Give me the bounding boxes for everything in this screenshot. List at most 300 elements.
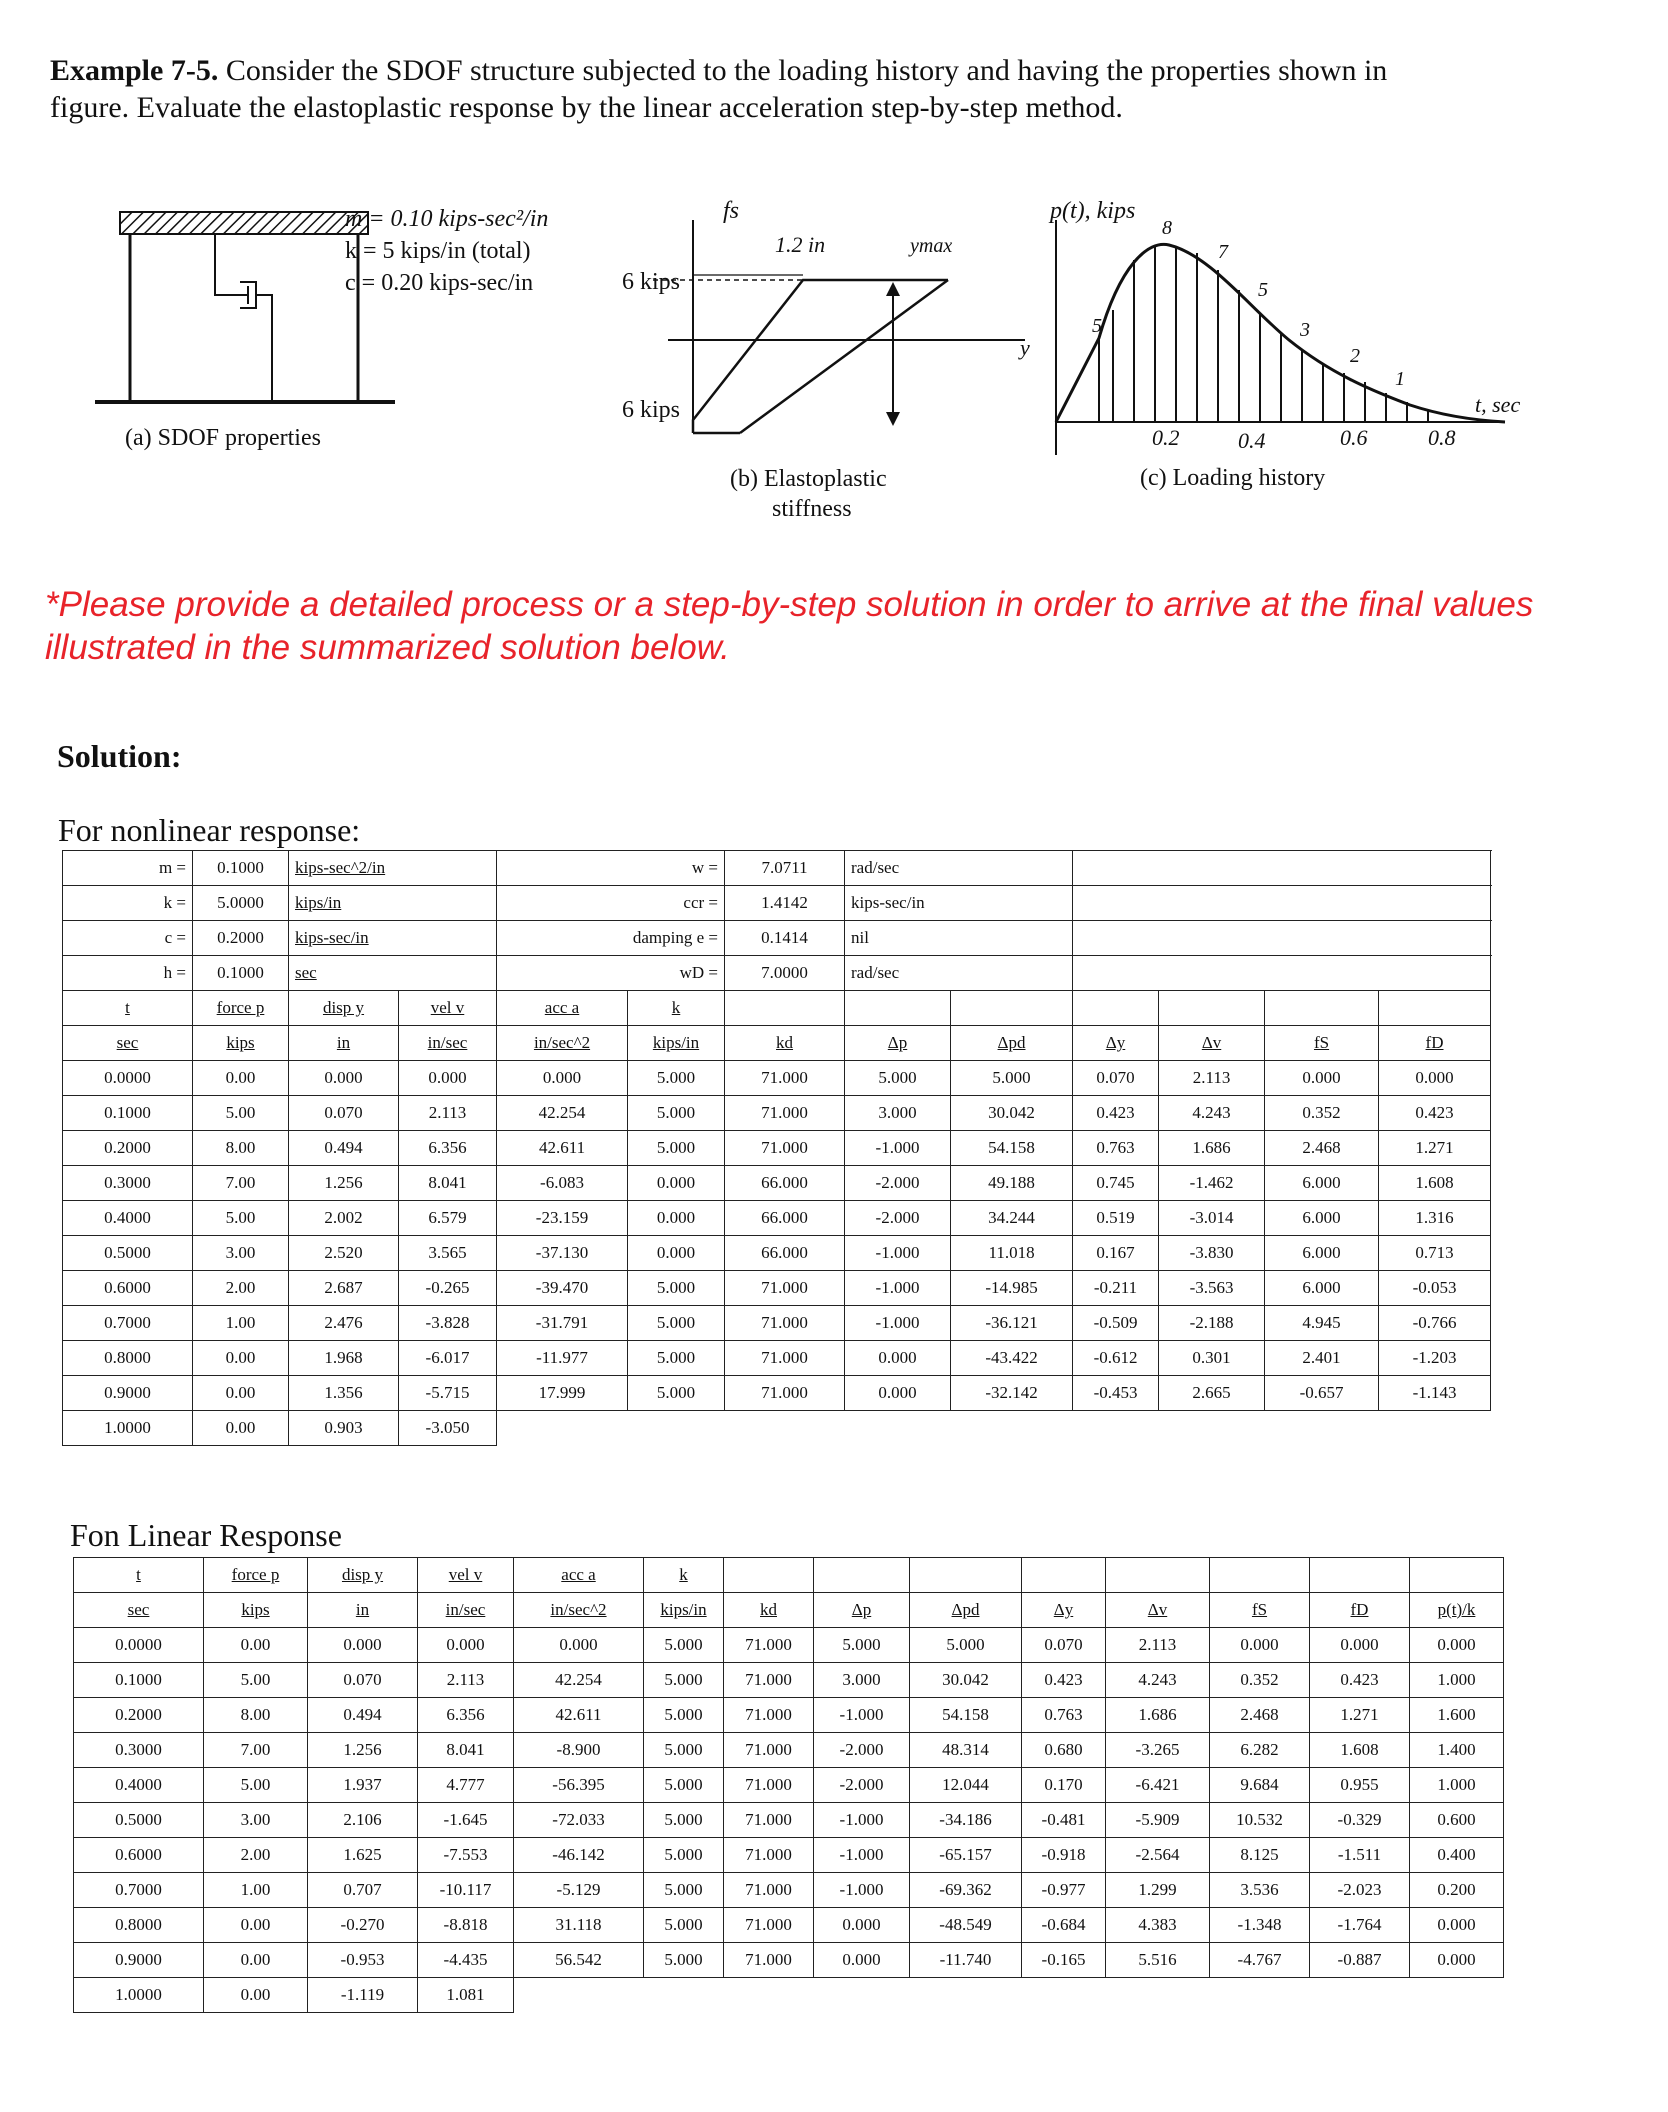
- column-header: k: [644, 1558, 724, 1593]
- unit-header: fD: [1379, 1026, 1491, 1061]
- table-row: [74, 1628, 1504, 1663]
- table-cell: 8.125: [1210, 1838, 1310, 1873]
- caption-c: (c) Loading history: [1140, 465, 1326, 491]
- table-cell: -56.395: [514, 1768, 644, 1803]
- linear-body: [74, 1558, 1504, 2013]
- param-value: 5.0000: [193, 886, 289, 921]
- table-cell: -10.117: [418, 1873, 514, 1908]
- table-cell: 0.00: [193, 1341, 289, 1376]
- table-cell: 0.000: [308, 1628, 418, 1663]
- y-label: y: [1020, 335, 1030, 360]
- table-cell: -37.130: [497, 1236, 628, 1271]
- param-unit-2: rad/sec: [845, 851, 1073, 886]
- table-cell: 0.000: [628, 1236, 725, 1271]
- param-value-2: 1.4142: [725, 886, 845, 921]
- table-cell: -0.265: [399, 1271, 497, 1306]
- table-cell: -2.000: [814, 1733, 910, 1768]
- table-cell: 9.684: [1210, 1768, 1310, 1803]
- table-cell-empty: [1265, 1411, 1379, 1446]
- table-cell: 0.763: [1073, 1131, 1159, 1166]
- table-cell: 0.000: [1410, 1943, 1504, 1978]
- table-cell: -1.000: [845, 1306, 951, 1341]
- column-header-empty: [845, 991, 951, 1026]
- p-label: p(t), kips: [1050, 198, 1136, 224]
- table-cell: -1.000: [814, 1803, 910, 1838]
- table-cell: 1.968: [289, 1341, 399, 1376]
- table-row: [74, 1873, 1504, 1908]
- damping-label: c = 0.20 kips-sec/in: [345, 270, 534, 296]
- table-cell: 0.0000: [63, 1061, 193, 1096]
- table-cell: -2.000: [845, 1166, 951, 1201]
- table-cell: 66.000: [725, 1166, 845, 1201]
- table-cell: 42.254: [497, 1096, 628, 1131]
- table-cell: 4.777: [418, 1768, 514, 1803]
- unit-header: kd: [724, 1593, 814, 1628]
- table-cell: 17.999: [497, 1376, 628, 1411]
- table-cell: 0.200: [1410, 1873, 1504, 1908]
- table-cell: -1.511: [1310, 1838, 1410, 1873]
- table-cell: -0.657: [1265, 1376, 1379, 1411]
- top-kips-label: 6 kips: [622, 269, 681, 295]
- point-3: 3: [1300, 319, 1310, 341]
- fs-label: fs: [723, 198, 740, 224]
- unloading-branch: [740, 280, 948, 433]
- table-cell: 1.608: [1310, 1733, 1410, 1768]
- table-row: [63, 1096, 1491, 1131]
- table-cell: 1.000: [1410, 1768, 1504, 1803]
- mass-hatch: [120, 212, 368, 234]
- table-cell: -1.000: [845, 1236, 951, 1271]
- param-unit-2: kips-sec/in: [845, 886, 1073, 921]
- table-cell: 71.000: [724, 1908, 814, 1943]
- table-cell: 5.000: [644, 1838, 724, 1873]
- table-cell: -1.348: [1210, 1908, 1310, 1943]
- table-cell: 0.423: [1022, 1663, 1106, 1698]
- table-row: [63, 1236, 1491, 1271]
- table-cell: 1.0000: [63, 1411, 193, 1446]
- table-cell: -1.462: [1159, 1166, 1265, 1201]
- table-cell: -0.270: [308, 1908, 418, 1943]
- table-cell: 0.680: [1022, 1733, 1106, 1768]
- bottom-kips-label: 6 kips: [622, 397, 681, 423]
- table-cell: 3.565: [399, 1236, 497, 1271]
- unit-header: fS: [1265, 1026, 1379, 1061]
- param-unit: sec: [289, 956, 497, 991]
- table-row: [74, 1978, 1504, 2013]
- solution-label: Solution:: [57, 738, 182, 774]
- table-row: [63, 1166, 1491, 1201]
- table-cell: 1.256: [308, 1733, 418, 1768]
- column-header-empty: [814, 1558, 910, 1593]
- table-cell: -3.265: [1106, 1733, 1210, 1768]
- table-cell: -4.767: [1210, 1943, 1310, 1978]
- table-cell: 0.070: [1073, 1061, 1159, 1096]
- table-cell: 2.520: [289, 1236, 399, 1271]
- table-row: [63, 1271, 1491, 1306]
- table-cell: -0.887: [1310, 1943, 1410, 1978]
- column-header: t: [63, 991, 193, 1026]
- table-cell: 2.113: [399, 1096, 497, 1131]
- table-cell: 0.167: [1073, 1236, 1159, 1271]
- param-empty: [1073, 921, 1491, 956]
- table-cell: 71.000: [724, 1733, 814, 1768]
- table-cell-empty: [1073, 1411, 1159, 1446]
- table-cell: 0.352: [1265, 1096, 1379, 1131]
- table-cell: -32.142: [951, 1376, 1073, 1411]
- table-cell: 2.401: [1265, 1341, 1379, 1376]
- unit-header: kd: [725, 1026, 845, 1061]
- table-cell: -0.918: [1022, 1838, 1106, 1873]
- point-1: 1: [1395, 368, 1405, 390]
- table-row: [74, 1803, 1504, 1838]
- table-cell: 3.000: [845, 1096, 951, 1131]
- table-cell: 5.000: [628, 1096, 725, 1131]
- table-cell: 0.2000: [63, 1131, 193, 1166]
- table-row: [63, 1201, 1491, 1236]
- table-cell: -1.764: [1310, 1908, 1410, 1943]
- table-cell: 5.000: [628, 1306, 725, 1341]
- table-cell: 8.041: [418, 1733, 514, 1768]
- figure-b-elastoplastic: [622, 198, 1030, 522]
- table-cell: 1.256: [289, 1166, 399, 1201]
- unit-header: kips/in: [628, 1026, 725, 1061]
- table-cell: -34.186: [910, 1803, 1022, 1838]
- table-cell: 6.000: [1265, 1166, 1379, 1201]
- table-cell: 5.000: [951, 1061, 1073, 1096]
- column-header: t: [74, 1558, 204, 1593]
- table-cell: 71.000: [724, 1838, 814, 1873]
- unit-header: Δp: [814, 1593, 910, 1628]
- table-cell-empty: [845, 1411, 951, 1446]
- header-row-2: [63, 1026, 1491, 1061]
- table-cell: 10.532: [1210, 1803, 1310, 1838]
- column-header: vel v: [399, 991, 497, 1026]
- table-cell: 6.356: [418, 1698, 514, 1733]
- param-row: [63, 921, 1491, 956]
- table-cell: 0.000: [1410, 1628, 1504, 1663]
- column-header: disp y: [308, 1558, 418, 1593]
- param-symbol: h =: [63, 956, 193, 991]
- table-cell: -4.435: [418, 1943, 514, 1978]
- table-cell: -0.329: [1310, 1803, 1410, 1838]
- table-cell: 4.243: [1106, 1663, 1210, 1698]
- table-cell: 0.494: [308, 1698, 418, 1733]
- linear-table: [73, 1557, 1504, 2013]
- header-row-2: [74, 1593, 1504, 1628]
- table-cell: 0.00: [204, 1943, 308, 1978]
- table-cell: -0.766: [1379, 1306, 1491, 1341]
- param-empty: [1073, 956, 1491, 991]
- column-header: acc a: [514, 1558, 644, 1593]
- param-symbol: c =: [63, 921, 193, 956]
- table-cell: 6.356: [399, 1131, 497, 1166]
- disp-label: 1.2 in: [775, 232, 826, 257]
- table-cell: -2.023: [1310, 1873, 1410, 1908]
- param-row: [63, 851, 1491, 886]
- table-cell: 71.000: [725, 1096, 845, 1131]
- column-header: force p: [204, 1558, 308, 1593]
- table-cell: 7.00: [204, 1733, 308, 1768]
- table-cell-empty: [910, 1978, 1022, 2013]
- table-cell: 1.400: [1410, 1733, 1504, 1768]
- mass-label: m = 0.10 kips-sec²/in: [345, 206, 549, 232]
- table-cell: 0.763: [1022, 1698, 1106, 1733]
- unit-header: sec: [74, 1593, 204, 1628]
- unit-header: Δy: [1022, 1593, 1106, 1628]
- unit-header: in/sec: [399, 1026, 497, 1061]
- table-cell: 0.8000: [74, 1908, 204, 1943]
- table-cell: 42.611: [497, 1131, 628, 1166]
- table-cell: 34.244: [951, 1201, 1073, 1236]
- unit-header: sec: [63, 1026, 193, 1061]
- table-cell: 5.000: [628, 1131, 725, 1166]
- column-header-empty: [1310, 1558, 1410, 1593]
- table-cell: 0.00: [193, 1376, 289, 1411]
- table-cell: 1.686: [1106, 1698, 1210, 1733]
- table-cell: -11.740: [910, 1943, 1022, 1978]
- table-cell: 30.042: [910, 1663, 1022, 1698]
- ymax-label: ymax: [910, 235, 953, 257]
- param-empty: [1073, 886, 1491, 921]
- unit-header: p(t)/k: [1410, 1593, 1504, 1628]
- table-cell: 0.000: [1265, 1061, 1379, 1096]
- damper-icon: [215, 234, 272, 402]
- table-cell: 0.000: [418, 1628, 514, 1663]
- param-value-2: 0.1414: [725, 921, 845, 956]
- nonlinear-body: [63, 991, 1491, 1446]
- table-cell: 5.00: [204, 1663, 308, 1698]
- table-cell: 54.158: [910, 1698, 1022, 1733]
- table-cell: 2.00: [204, 1838, 308, 1873]
- table-cell: 7.00: [193, 1166, 289, 1201]
- table-cell: 0.8000: [63, 1341, 193, 1376]
- unit-header: in/sec^2: [514, 1593, 644, 1628]
- table-cell: 0.0000: [74, 1628, 204, 1663]
- table-cell: -1.645: [418, 1803, 514, 1838]
- table-cell: 71.000: [724, 1768, 814, 1803]
- table-cell: -39.470: [497, 1271, 628, 1306]
- table-cell: 0.1000: [63, 1096, 193, 1131]
- table-cell: 0.494: [289, 1131, 399, 1166]
- table-cell: 0.000: [845, 1341, 951, 1376]
- table-cell: -2.000: [814, 1768, 910, 1803]
- param-symbol-2: w =: [497, 851, 725, 886]
- table-cell: -0.165: [1022, 1943, 1106, 1978]
- table-cell-empty: [1379, 1411, 1491, 1446]
- table-cell: -48.549: [910, 1908, 1022, 1943]
- table-cell: 1.271: [1379, 1131, 1491, 1166]
- unit-header: Δpd: [910, 1593, 1022, 1628]
- table-cell: 5.000: [644, 1803, 724, 1838]
- table-cell: 1.356: [289, 1376, 399, 1411]
- table-cell: 71.000: [724, 1803, 814, 1838]
- column-header: k: [628, 991, 725, 1026]
- nonlinear-params: [63, 851, 1491, 991]
- param-empty: [1073, 851, 1491, 886]
- table-cell: 48.314: [910, 1733, 1022, 1768]
- table-cell: -5.129: [514, 1873, 644, 1908]
- table-cell: 0.000: [628, 1166, 725, 1201]
- table-cell: 71.000: [724, 1943, 814, 1978]
- table-cell: -69.362: [910, 1873, 1022, 1908]
- table-row: [74, 1733, 1504, 1768]
- figures: [40, 190, 1640, 550]
- table-cell: 0.423: [1310, 1663, 1410, 1698]
- table-cell: 2.468: [1210, 1698, 1310, 1733]
- table-cell: -0.453: [1073, 1376, 1159, 1411]
- table-cell: 0.000: [497, 1061, 628, 1096]
- table-cell: 0.9000: [74, 1943, 204, 1978]
- figures-svg: [40, 190, 1640, 550]
- table-cell: 0.3000: [63, 1166, 193, 1201]
- param-symbol-2: ccr =: [497, 886, 725, 921]
- table-cell: 42.254: [514, 1663, 644, 1698]
- figure-c-loading: [1048, 198, 1520, 491]
- table-cell: 0.170: [1022, 1768, 1106, 1803]
- header-row-1: [74, 1558, 1504, 1593]
- column-header: disp y: [289, 991, 399, 1026]
- column-header-empty: [1159, 991, 1265, 1026]
- column-header-empty: [1265, 991, 1379, 1026]
- table-cell-empty: [951, 1411, 1073, 1446]
- table-cell: 5.000: [644, 1663, 724, 1698]
- table-cell: 2.00: [193, 1271, 289, 1306]
- table-cell: 0.070: [1022, 1628, 1106, 1663]
- column-header-empty: [910, 1558, 1022, 1593]
- table-cell: -36.121: [951, 1306, 1073, 1341]
- ymax-arrow-up: [886, 282, 900, 296]
- table-cell: -0.481: [1022, 1803, 1106, 1838]
- table-cell: 0.903: [289, 1411, 399, 1446]
- table-cell: 5.000: [628, 1341, 725, 1376]
- column-header: acc a: [497, 991, 628, 1026]
- table-cell: 11.018: [951, 1236, 1073, 1271]
- point-7: 7: [1218, 241, 1228, 263]
- figure-a-sdof: [95, 206, 548, 451]
- table-cell: 0.400: [1410, 1838, 1504, 1873]
- point-5a: 5: [1092, 315, 1102, 337]
- table-cell-empty: [1022, 1978, 1106, 2013]
- header-row-1: [63, 991, 1491, 1026]
- param-unit: kips/in: [289, 886, 497, 921]
- table-cell: 1.271: [1310, 1698, 1410, 1733]
- param-symbol: m =: [63, 851, 193, 886]
- unit-header: fS: [1210, 1593, 1310, 1628]
- table-cell: 6.000: [1265, 1236, 1379, 1271]
- table-cell: 5.000: [644, 1873, 724, 1908]
- table-cell: -1.000: [845, 1131, 951, 1166]
- table-cell: -1.119: [308, 1978, 418, 2013]
- table-cell: 5.00: [193, 1201, 289, 1236]
- param-value: 0.2000: [193, 921, 289, 956]
- table-cell: 71.000: [725, 1341, 845, 1376]
- param-value-2: 7.0000: [725, 956, 845, 991]
- table-row: [74, 1768, 1504, 1803]
- table-cell: -1.000: [814, 1838, 910, 1873]
- table-cell: -2.188: [1159, 1306, 1265, 1341]
- table-cell: 0.000: [1210, 1628, 1310, 1663]
- table-cell: 66.000: [725, 1201, 845, 1236]
- tick-04: 0.4: [1238, 428, 1266, 453]
- table-cell: 71.000: [724, 1628, 814, 1663]
- table-cell-empty: [1210, 1978, 1310, 2013]
- table-cell: -0.612: [1073, 1341, 1159, 1376]
- table-row: [74, 1943, 1504, 1978]
- table-cell: 0.5000: [74, 1803, 204, 1838]
- table-cell: 0.000: [814, 1908, 910, 1943]
- table-cell: 5.00: [193, 1096, 289, 1131]
- table-cell: 0.2000: [74, 1698, 204, 1733]
- table-cell-empty: [725, 1411, 845, 1446]
- table-cell: -5.715: [399, 1376, 497, 1411]
- table-cell: 0.600: [1410, 1803, 1504, 1838]
- column-header-empty: [1073, 991, 1159, 1026]
- table-cell: 71.000: [724, 1698, 814, 1733]
- table-cell: 71.000: [725, 1376, 845, 1411]
- table-cell: 0.3000: [74, 1733, 204, 1768]
- table-row: [63, 1306, 1491, 1341]
- table-cell: 0.6000: [74, 1838, 204, 1873]
- table-cell: 0.000: [845, 1376, 951, 1411]
- table-cell: -31.791: [497, 1306, 628, 1341]
- table-cell: 4.945: [1265, 1306, 1379, 1341]
- table-cell: -1.143: [1379, 1376, 1491, 1411]
- point-2: 2: [1350, 345, 1360, 367]
- table-cell-empty: [1410, 1978, 1504, 2013]
- table-cell: 1.000: [1410, 1663, 1504, 1698]
- table-row: [74, 1698, 1504, 1733]
- table-cell: 0.00: [193, 1061, 289, 1096]
- table-cell: 5.000: [628, 1061, 725, 1096]
- tick-08: 0.8: [1428, 425, 1456, 450]
- table-cell: 3.00: [204, 1803, 308, 1838]
- unit-header: Δp: [845, 1026, 951, 1061]
- table-cell: 0.423: [1379, 1096, 1491, 1131]
- table-cell: -8.818: [418, 1908, 514, 1943]
- table-cell: 0.00: [204, 1978, 308, 2013]
- table-cell: 0.000: [514, 1628, 644, 1663]
- table-cell: 71.000: [725, 1131, 845, 1166]
- param-value-2: 7.0711: [725, 851, 845, 886]
- table-cell: 1.299: [1106, 1873, 1210, 1908]
- unit-header: kips: [204, 1593, 308, 1628]
- table-cell: -0.053: [1379, 1271, 1491, 1306]
- table-cell: -3.830: [1159, 1236, 1265, 1271]
- table-cell: 1.00: [193, 1306, 289, 1341]
- table-cell: 5.000: [628, 1376, 725, 1411]
- table-cell: -7.553: [418, 1838, 514, 1873]
- linear-title: Fon Linear Response: [70, 1517, 342, 1553]
- table-cell: 5.00: [204, 1768, 308, 1803]
- param-unit-2: rad/sec: [845, 956, 1073, 991]
- table-cell: 3.000: [814, 1663, 910, 1698]
- table-cell: 5.000: [644, 1943, 724, 1978]
- table-cell: 5.000: [644, 1908, 724, 1943]
- table-cell: 0.00: [204, 1908, 308, 1943]
- table-cell: -0.953: [308, 1943, 418, 1978]
- param-unit: kips-sec/in: [289, 921, 497, 956]
- table-row: [63, 1411, 1491, 1446]
- unit-header: in/sec: [418, 1593, 514, 1628]
- table-cell: 3.00: [193, 1236, 289, 1271]
- table-cell: 5.516: [1106, 1943, 1210, 1978]
- table-cell: 0.713: [1379, 1236, 1491, 1271]
- table-cell: -0.684: [1022, 1908, 1106, 1943]
- table-cell: -3.050: [399, 1411, 497, 1446]
- table-cell: -14.985: [951, 1271, 1073, 1306]
- table-cell: 71.000: [724, 1663, 814, 1698]
- table-cell: 0.7000: [63, 1306, 193, 1341]
